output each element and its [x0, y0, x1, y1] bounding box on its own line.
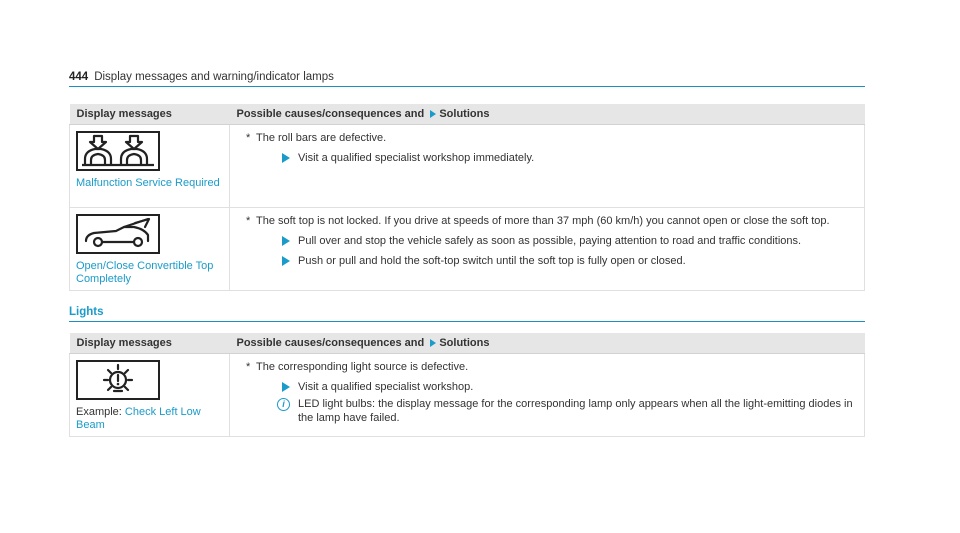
display-messages-table — [69, 104, 865, 291]
message-label: Example: Check Left Low Beam — [76, 406, 201, 431]
cause-text: * The corresponding light source is defective. — [246, 361, 469, 373]
cause-text: * The soft top is not locked. If you drive at speeds of more than 37 mph (60 km/h) you cannot open or close the soft top. — [246, 215, 830, 227]
section-title-lights: Lights — [69, 306, 104, 318]
column-header-display-messages: Display messages — [70, 104, 230, 125]
step-arrow-icon — [282, 236, 290, 246]
page-header-title: Display messages and warning/indicator lamps — [94, 71, 334, 83]
info-icon: i — [277, 398, 290, 411]
step-arrow-icon — [282, 153, 290, 163]
solution-step: Pull over and stop the vehicle safely as soon as possible, paying attention to road and traffic conditions. — [246, 234, 854, 248]
section-divider — [69, 321, 865, 322]
table-row — [70, 354, 865, 437]
message-cell — [70, 354, 230, 437]
message-cell — [70, 208, 230, 291]
lights-messages-table — [69, 333, 865, 437]
table-row — [70, 208, 865, 291]
message-cell — [70, 125, 230, 208]
step-arrow-icon — [282, 256, 290, 266]
solution-step: Push or pull and hold the soft-top switch until the soft top is fully open or closed. — [246, 254, 854, 268]
step-arrow-icon — [282, 382, 290, 392]
column-header-display-messages: Display messages — [70, 333, 230, 354]
solution-step: Visit a qualified specialist workshop. — [246, 380, 854, 394]
light-malfunction-icon — [76, 360, 160, 400]
solutions-arrow-icon — [430, 339, 436, 347]
page-number: 444 — [69, 71, 89, 83]
solutions-arrow-icon — [430, 110, 436, 118]
page-header — [69, 70, 864, 84]
column-header-solutions: Possible causes/consequences and Solutions — [230, 104, 865, 125]
solution-cell — [230, 208, 865, 291]
info-note: i LED light bulbs: the display message for the corresponding lamp only appears when all the light-emitting diodes in the lamp have failed. — [246, 397, 854, 425]
convertible-top-icon — [76, 214, 160, 254]
solution-cell — [230, 125, 865, 208]
message-label: Open/Close Convertible Top Completely — [76, 260, 214, 285]
cause-text: * The roll bars are defective. — [246, 132, 387, 144]
message-label: Malfunction Service Required — [76, 177, 220, 189]
solution-cell — [230, 354, 865, 437]
solution-step: Visit a qualified specialist workshop immediately. — [246, 151, 854, 165]
column-header-solutions: Possible causes/consequences and Solutions — [230, 333, 865, 354]
header-divider — [69, 86, 865, 87]
table-row — [70, 125, 865, 208]
roll-bar-icon — [76, 131, 160, 171]
